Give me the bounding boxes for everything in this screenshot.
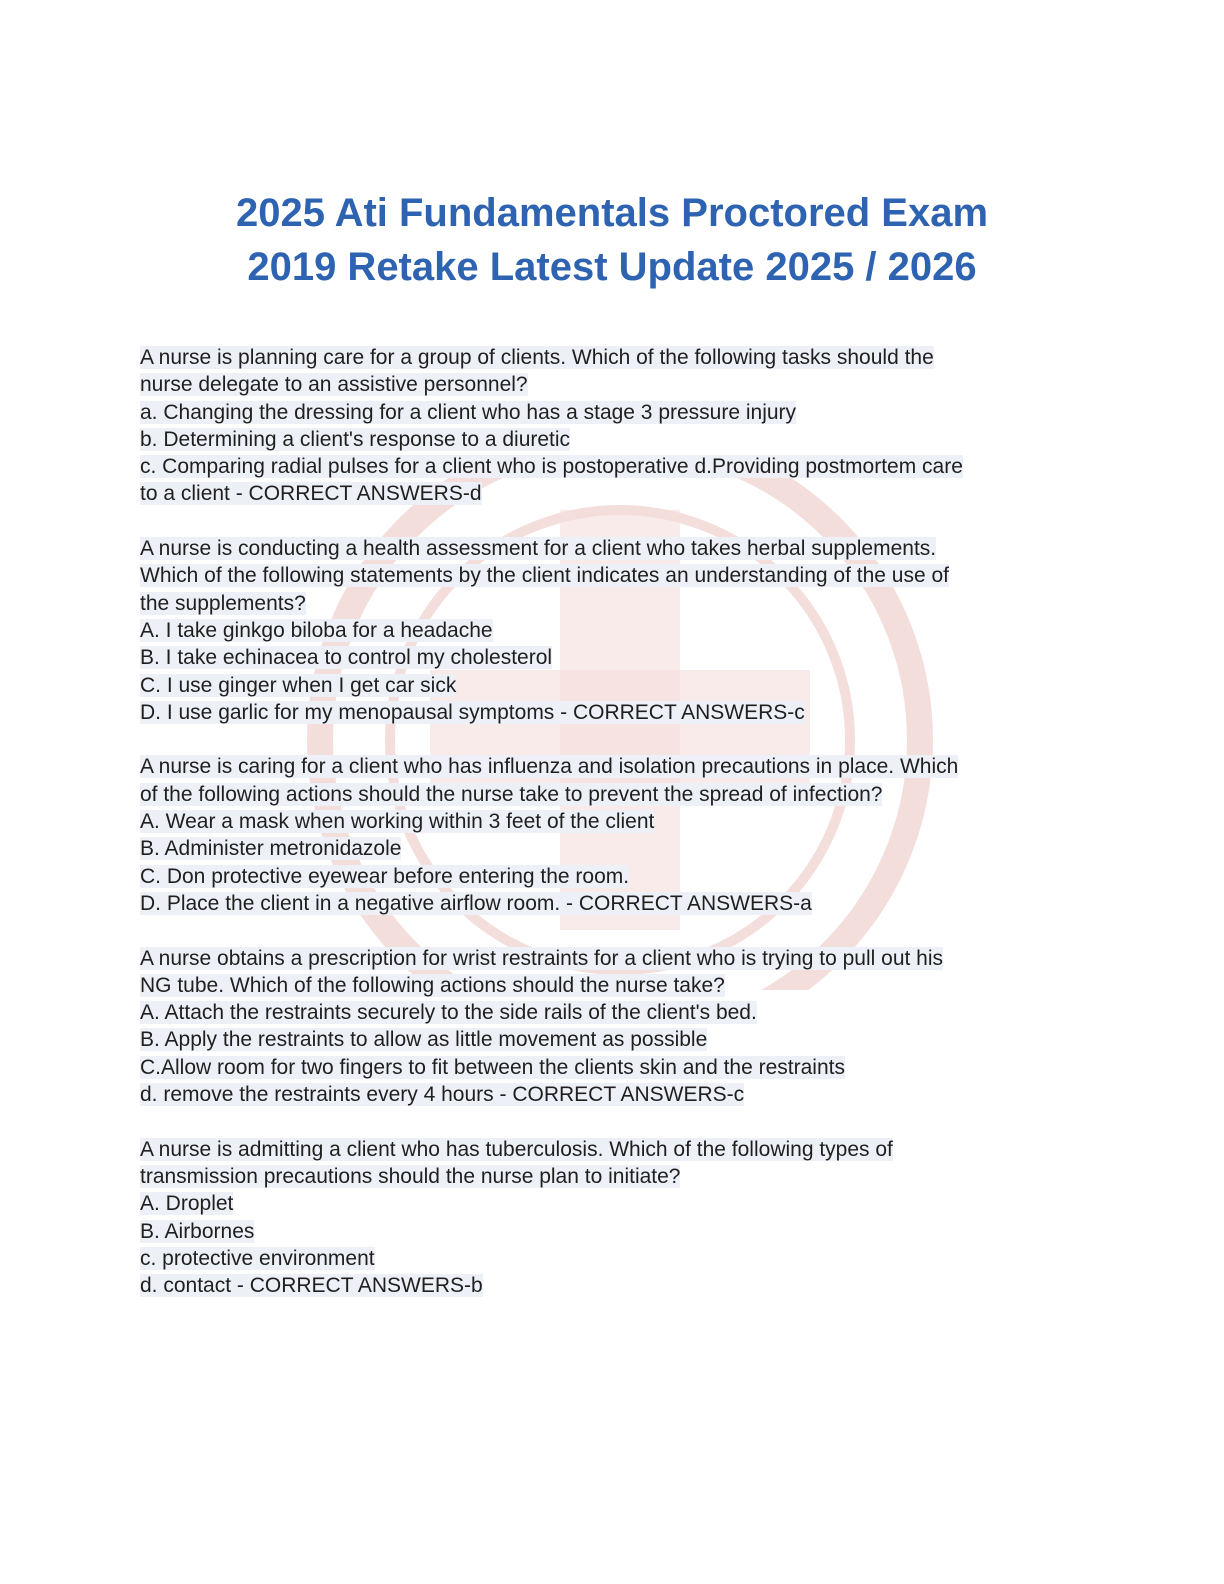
answer-option: b. Determining a client's response to a diuretic bbox=[140, 427, 571, 451]
question-line: transmission precautions should the nurse plan to initiate? bbox=[140, 1164, 681, 1188]
answer-option: C. I use ginger when I get car sick bbox=[140, 673, 457, 697]
answer-option: A. I take ginkgo biloba for a headache bbox=[140, 618, 493, 642]
question-line: A nurse is caring for a client who has influenza and isolation precautions in place. Which bbox=[140, 755, 959, 779]
answer-option: A. Wear a mask when working within 3 feet of the client bbox=[140, 810, 655, 834]
answer-option: C.Allow room for two fingers to fit between the clients skin and the restraints bbox=[140, 1055, 845, 1079]
question-line: A nurse is conducting a health assessment for a client who takes herbal supplements. bbox=[140, 537, 937, 561]
question-block-2 bbox=[140, 535, 1080, 726]
answer-option: B. Apply the restraints to allow as little movement as possible bbox=[140, 1028, 708, 1052]
answer-option: C. Don protective eyewear before entering the room. bbox=[140, 864, 630, 888]
question-line: NG tube. Which of the following actions should the nurse take? bbox=[140, 973, 725, 997]
question-block-3 bbox=[140, 753, 1080, 917]
title-line-2: 2019 Retake Latest Update 2025 / 2026 bbox=[247, 245, 977, 289]
question-line: Which of the following statements by the client indicates an understanding of the use of bbox=[140, 564, 949, 588]
question-block-1 bbox=[140, 344, 1080, 508]
answer-option: a. Changing the dressing for a client who has a stage 3 pressure injury bbox=[140, 400, 797, 424]
question-line: nurse delegate to an assistive personnel? bbox=[140, 373, 528, 397]
correct-answer-line: to a client - CORRECT ANSWERS-d bbox=[140, 482, 482, 506]
answer-option: B. Airbornes bbox=[140, 1219, 255, 1243]
title-line-1: 2025 Ati Fundamentals Proctored Exam bbox=[235, 191, 989, 235]
question-list bbox=[140, 344, 1080, 1327]
page-title bbox=[120, 186, 1104, 294]
question-line: A nurse is planning care for a group of clients. Which of the following tasks should the bbox=[140, 346, 934, 369]
correct-answer-line: D. I use garlic for my menopausal symptoms - CORRECT ANSWERS-c bbox=[140, 700, 805, 724]
question-block-4 bbox=[140, 945, 1080, 1109]
correct-answer-line: d. contact - CORRECT ANSWERS-b bbox=[140, 1274, 483, 1298]
answer-option: A. Attach the restraints securely to the side rails of the client's bed. bbox=[140, 1001, 757, 1025]
question-line: the supplements? bbox=[140, 591, 306, 615]
question-line: of the following actions should the nurse take to prevent the spread of infection? bbox=[140, 782, 883, 806]
question-block-5 bbox=[140, 1136, 1080, 1300]
question-line: A nurse is admitting a client who has tuberculosis. Which of the following types of bbox=[140, 1137, 893, 1161]
correct-answer-line: d. remove the restraints every 4 hours - CORRECT ANSWERS-c bbox=[140, 1083, 745, 1107]
answer-option: A. Droplet bbox=[140, 1192, 234, 1216]
correct-answer-line: D. Place the client in a negative airflow room. - CORRECT ANSWERS-a bbox=[140, 891, 812, 915]
answer-option: B. I take echinacea to control my cholesterol bbox=[140, 646, 553, 670]
answer-option: c. Comparing radial pulses for a client who is postoperative d.Providing postmortem care bbox=[140, 455, 963, 479]
answer-option: B. Administer metronidazole bbox=[140, 837, 402, 861]
answer-option: c. protective environment bbox=[140, 1246, 375, 1270]
question-line: A nurse obtains a prescription for wrist restraints for a client who is trying to pull out his bbox=[140, 946, 944, 970]
